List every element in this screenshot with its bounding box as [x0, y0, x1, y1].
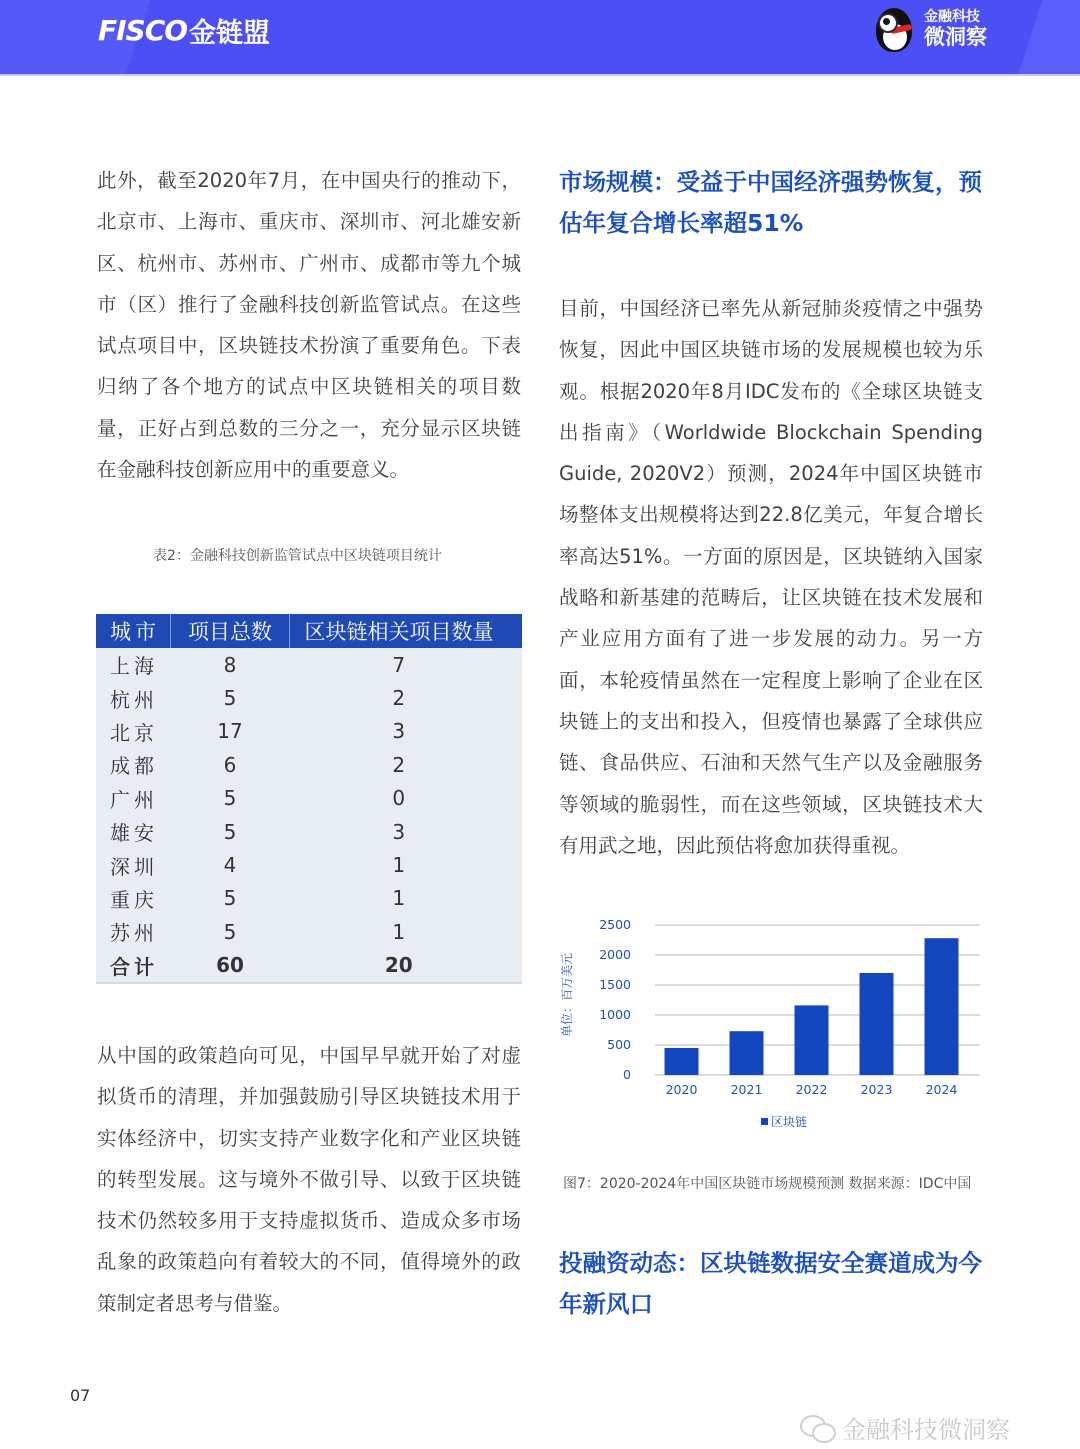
cell-blockchain: 0: [392, 786, 406, 811]
page-number: 07: [70, 1386, 91, 1405]
logo-cn: 金链盟: [189, 17, 271, 49]
brand-line2: 微洞察: [924, 25, 987, 49]
bar-2021: [730, 1031, 764, 1075]
table-row: [96, 748, 522, 781]
bar-2020: [665, 1048, 699, 1075]
left-paragraph-1: 此外，截至2020年7月，在中国央行的推动下，北京市、上海市、重庆市、深圳市、河北雄安新区、杭州市、苏州市、广州市、成都市等九个城市（区）推行了金融科技创新监管试点。在这些试点项目中，区块链技术扮演了重要角色。下表归纳了各个地方的试点中区块链相关的项目数量，正好占到总数的三分之一，充分显示区块链在金融科技创新应用中的重要意义。: [97, 169, 521, 482]
legend-swatch: [761, 1118, 768, 1125]
cell-blockchain: 1: [392, 853, 406, 878]
cell-total: 17: [217, 719, 243, 744]
cell-total: 5: [223, 819, 237, 844]
cell-blockchain: 1: [392, 886, 406, 911]
legend-label: 区块链: [771, 1115, 808, 1129]
y-tick-label: 1500: [599, 977, 631, 992]
y-axis-label: 单位：百万美元: [560, 952, 574, 1038]
watermark-text: 金融科技微洞察: [842, 1416, 1010, 1444]
cell-total-label: 合计: [110, 954, 158, 979]
y-tick-label: 1000: [599, 1007, 631, 1022]
bar-2022: [795, 1005, 829, 1075]
table-row: [96, 648, 522, 681]
wechat-watermark: [800, 1410, 1010, 1445]
header-divider: [0, 74, 1080, 76]
cell-total-blockchain: 20: [384, 953, 413, 978]
right-paragraph-1: 目前，中国经济已率先从新冠肺炎疫情之中强势恢复，因此中国区块链市场的发展规模也较为乐观。根据2020年8月IDC发布的《全球区块链支出指南》（Worldwide Blockchain Spending Guide, 2020V2）预测，2024年中国区块链市场整体支出规模将达到22.8亿美元，年复合增长率高达51%。一方面的原因是，区块链纳入国家战略和新基建的范畴后，让区块链在技术发展和产业应用方面有了进一步发展的动力。另一方面，本轮疫情虽然在一定程度上影响了企业在区块链上的支出和投入，但疫情也暴露了全球供应链、食品供应、石油和天然气生产以及金融服务等领域的脆弱性，而在这些领域，区块链技术大有用武之地，因此预估将愈加获得重视。: [559, 297, 983, 857]
cell-blockchain: 1: [392, 919, 406, 944]
cell-total: 5: [223, 919, 237, 944]
logo-latin: FISCO: [98, 13, 188, 47]
y-tick-label: 2500: [599, 917, 631, 932]
cell-blockchain: 3: [392, 819, 406, 844]
header-decor-stripe: [1018, 0, 1080, 76]
cell-blockchain: 2: [392, 686, 406, 711]
cell-total: 5: [223, 786, 237, 811]
cell-total: 8: [223, 652, 237, 677]
table-row: [96, 848, 522, 881]
brand-logo: [872, 6, 987, 52]
x-tick-label: 2023: [860, 1082, 893, 1097]
table-row: [96, 882, 522, 915]
chart-svg: [555, 910, 985, 1140]
page-header: [0, 0, 1080, 76]
column-header-blockchain: 区块链相关项目数量: [290, 614, 523, 648]
cell-city: 上海: [110, 654, 158, 679]
y-tick-label: 500: [607, 1037, 631, 1052]
table-row: [96, 715, 522, 748]
pilot-projects-table: [96, 614, 522, 984]
section-heading-market-size: 市场规模：受益于中国经济强势恢复，预估年复合增长率超51%: [559, 168, 982, 237]
cell-total: 5: [223, 686, 237, 711]
table-row: [96, 915, 522, 948]
bar-2023: [860, 973, 894, 1075]
market-size-chart: [555, 910, 985, 1140]
bar-2024: [925, 938, 959, 1075]
y-tick-label: 2000: [599, 947, 631, 962]
table-caption: 表2：金融科技创新监管试点中区块链项目统计: [153, 548, 442, 564]
cell-city: 广州: [110, 787, 158, 812]
left-paragraph-2: 从中国的政策趋向可见，中国早早就开始了对虚拟货币的清理，并加强鼓励引导区块链技术用于实体经济中，切实支持产业数字化和产业区块链的转型发展。这与境外不做引导、以致于区块链技术仍然较多用于支持虚拟货币、造成众多市场乱象的政策趋向有着较大的不同，值得境外的政策制定者思考与借鉴。: [97, 1044, 521, 1315]
cell-city: 苏州: [110, 921, 158, 946]
cell-city: 成都: [110, 754, 158, 779]
table-header-row: [96, 614, 522, 648]
legend: [761, 1114, 807, 1129]
cell-total-projects: 60: [216, 953, 244, 978]
cell-city: 杭州: [110, 687, 158, 712]
column-header-total: 项目总数: [171, 614, 290, 648]
cell-city: 雄安: [110, 821, 158, 846]
table-total-row: [96, 949, 522, 983]
figure-caption: 图7：2020-2024年中国区块链市场规模预测 数据来源：IDC中国: [563, 1176, 972, 1192]
cell-blockchain: 7: [392, 652, 406, 677]
cell-city: 北京: [110, 720, 158, 745]
table-row: [96, 782, 522, 815]
wechat-icon: [800, 1415, 834, 1441]
cell-city: 重庆: [110, 887, 158, 912]
x-tick-label: 2020: [665, 1082, 698, 1097]
table-row: [96, 815, 522, 848]
x-tick-label: 2024: [925, 1082, 958, 1097]
cell-total: 4: [223, 853, 237, 878]
cell-total: 5: [223, 886, 237, 911]
cell-blockchain: 2: [392, 752, 406, 777]
penguin-mascot-icon: [872, 6, 916, 52]
x-tick-label: 2021: [730, 1082, 763, 1097]
column-header-city: 城市: [96, 614, 171, 648]
table-row: [96, 681, 522, 714]
cell-blockchain: 3: [392, 719, 406, 744]
section-heading-investment: 投融资动态：区块链数据安全赛道成为今年新风口: [559, 1249, 982, 1318]
cell-city: 深圳: [110, 854, 158, 879]
y-tick-label: 0: [623, 1067, 631, 1082]
cell-total: 6: [223, 752, 237, 777]
brand-line1: 金融科技: [924, 9, 980, 25]
x-tick-label: 2022: [795, 1082, 828, 1097]
fisco-logo: [98, 10, 270, 50]
